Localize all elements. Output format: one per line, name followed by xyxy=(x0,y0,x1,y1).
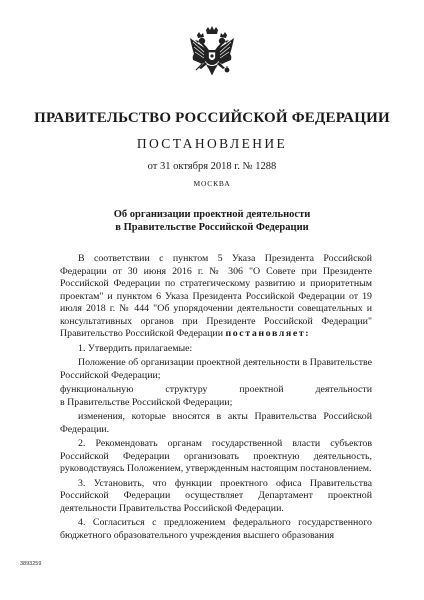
item-1-a: Положение об организации проектной деятельности в Правительстве Российской Федерации; xyxy=(60,357,372,381)
preamble-paragraph xyxy=(60,253,372,341)
document-code: 3893259 xyxy=(20,561,42,567)
document-date-number: от 31 октября 2018 г. № 1288 xyxy=(147,161,277,172)
org-title: ПРАВИТЕЛЬСТВО РОССИЙСКОЙ ФЕДЕРАЦИИ xyxy=(34,110,390,126)
item-1: 1. Утвердить прилагаемые: xyxy=(78,342,193,354)
document-subject xyxy=(0,208,424,234)
item-4: 4. Согласиться с предложением федерального государственного бюджетного образовательного учреждения высшего образования xyxy=(60,517,372,541)
subject-line-1: Об организации проектной деятельности xyxy=(113,209,311,220)
item-2: 2. Рекомендовать органам государственной власти субъектов Российской Федерации организовать проектную деятельность, руководствуясь Положением, утвержденным настоящим постановлением. xyxy=(60,438,372,474)
item-1-b-line-1: функциональную структуру проектной деятельности xyxy=(60,384,372,395)
subject-line-2: в Правительстве Российской Федерации xyxy=(115,222,309,233)
item-1-b-line-2: в Правительстве Российской Федерации; xyxy=(60,396,233,408)
item-3: 3. Установить, что функции проектного офиса Правительства Российской Федерации осуществляет Департамент проектной деятельности Правительства Российской Федерации. xyxy=(60,477,372,514)
item-1-b xyxy=(60,384,372,409)
decree-word: постановляет: xyxy=(225,328,311,339)
russian-coat-of-arms-icon xyxy=(188,26,236,82)
document-type: ПОСТАНОВЛЕНИЕ xyxy=(136,136,288,151)
preamble-text: В соответствии с пунктом 5 Указа Президента Российской Федерации от 30 июня 2016 г. № 306 "О Совете при Президенте Российской Федерации по стратегическому развитию и приоритетным проектам" и пунктом 6 Указа Президента Российской Федерации от 19 июля 2018 г. № 444 "Об упорядочении деятельности совещательных и консультативных органов при Президенте Российской Федерации" Правительство Российской Федерации xyxy=(60,253,372,339)
document-body xyxy=(60,253,372,544)
item-1-c: изменения, которые вносятся в акты Правительства Российской Федерации. xyxy=(60,411,372,435)
document-city: МОСКВА xyxy=(193,179,231,188)
